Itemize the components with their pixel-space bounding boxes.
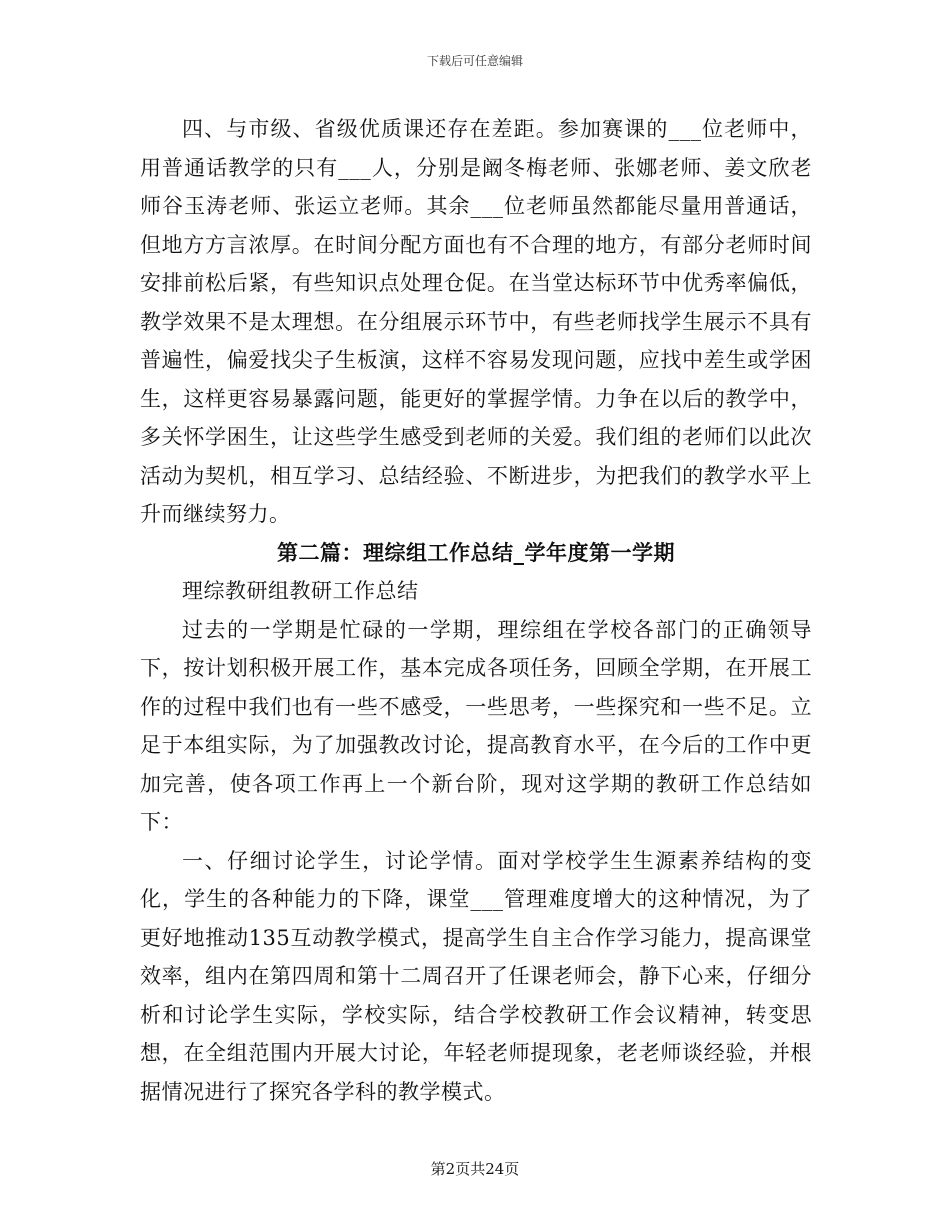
document-subtitle: 理综教研组教研工作总结 <box>182 579 419 603</box>
document-body <box>140 110 812 1111</box>
paragraph-point-one: 一、仔细讨论学生，讨论学情。面对学校学生生源素养结构的变化，学生的各种能力的下降，课堂___管理难度增大的这种情况，为了更好地推动135互动教学模式，提高学生自主合作学习能力，提高课堂效率，组内在第四周和第十二周召开了任课老师会，静下心来，仔细分析和讨论学生实际，学校实际，结合学校教研工作会议精神，转变思想，在全组范围内开展大讨论，年轻老师提现象，老老师谈经验，并根据情况进行了探究各学科的教学模式。 <box>140 848 812 1104</box>
section-title: 第二篇：理综组工作总结_学年度第一学期 <box>277 540 675 565</box>
page-footer: 第2页共24页 <box>430 1160 520 1178</box>
paragraph-point-four: 四、与市级、省级优质课还存在差距。参加赛课的___位老师中，用普通话教学的只有___人，分别是阚冬梅老师、张娜老师、姜文欣老师谷玉涛老师、张运立老师。其余___位老师虽然都能尽量用普通话，但地方方言浓厚。在时间分配方面也有不合理的地方，有部分老师时间安排前松后紧，有些知识点处理仓促。在当堂达标环节中优秀率偏低，教学效果不是太理想。在分组展示环节中，有些老师找学生展示不具有普遍性，偏爱找尖子生板演，这样不容易发现问题，应找中差生或学困生，这样更容易暴露问题，能更好的掌握学情。力争在以后的教学中，多关怀学困生，让这些学生感受到老师的关爱。我们组的老师们以此次活动为契机，相互学习、总结经验、不断进步，为把我们的教学水平上升而继续努力。 <box>140 117 812 526</box>
page-header: 下载后可任意编辑 <box>426 54 523 68</box>
paragraph-intro: 过去的一学期是忙碌的一学期，理综组在学校各部门的正确领导下，按计划积极开展工作，基本完成各项任务，回顾全学期，在开展工作的过程中我们也有一些不感受，一些思考，一些探究和一些不足。立足于本组实际，为了加强教改讨论，提高教育水平，在今后的工作中更加完善，使各项工作再上一个新台阶，现对这学期的教研工作总结如下： <box>140 617 812 834</box>
